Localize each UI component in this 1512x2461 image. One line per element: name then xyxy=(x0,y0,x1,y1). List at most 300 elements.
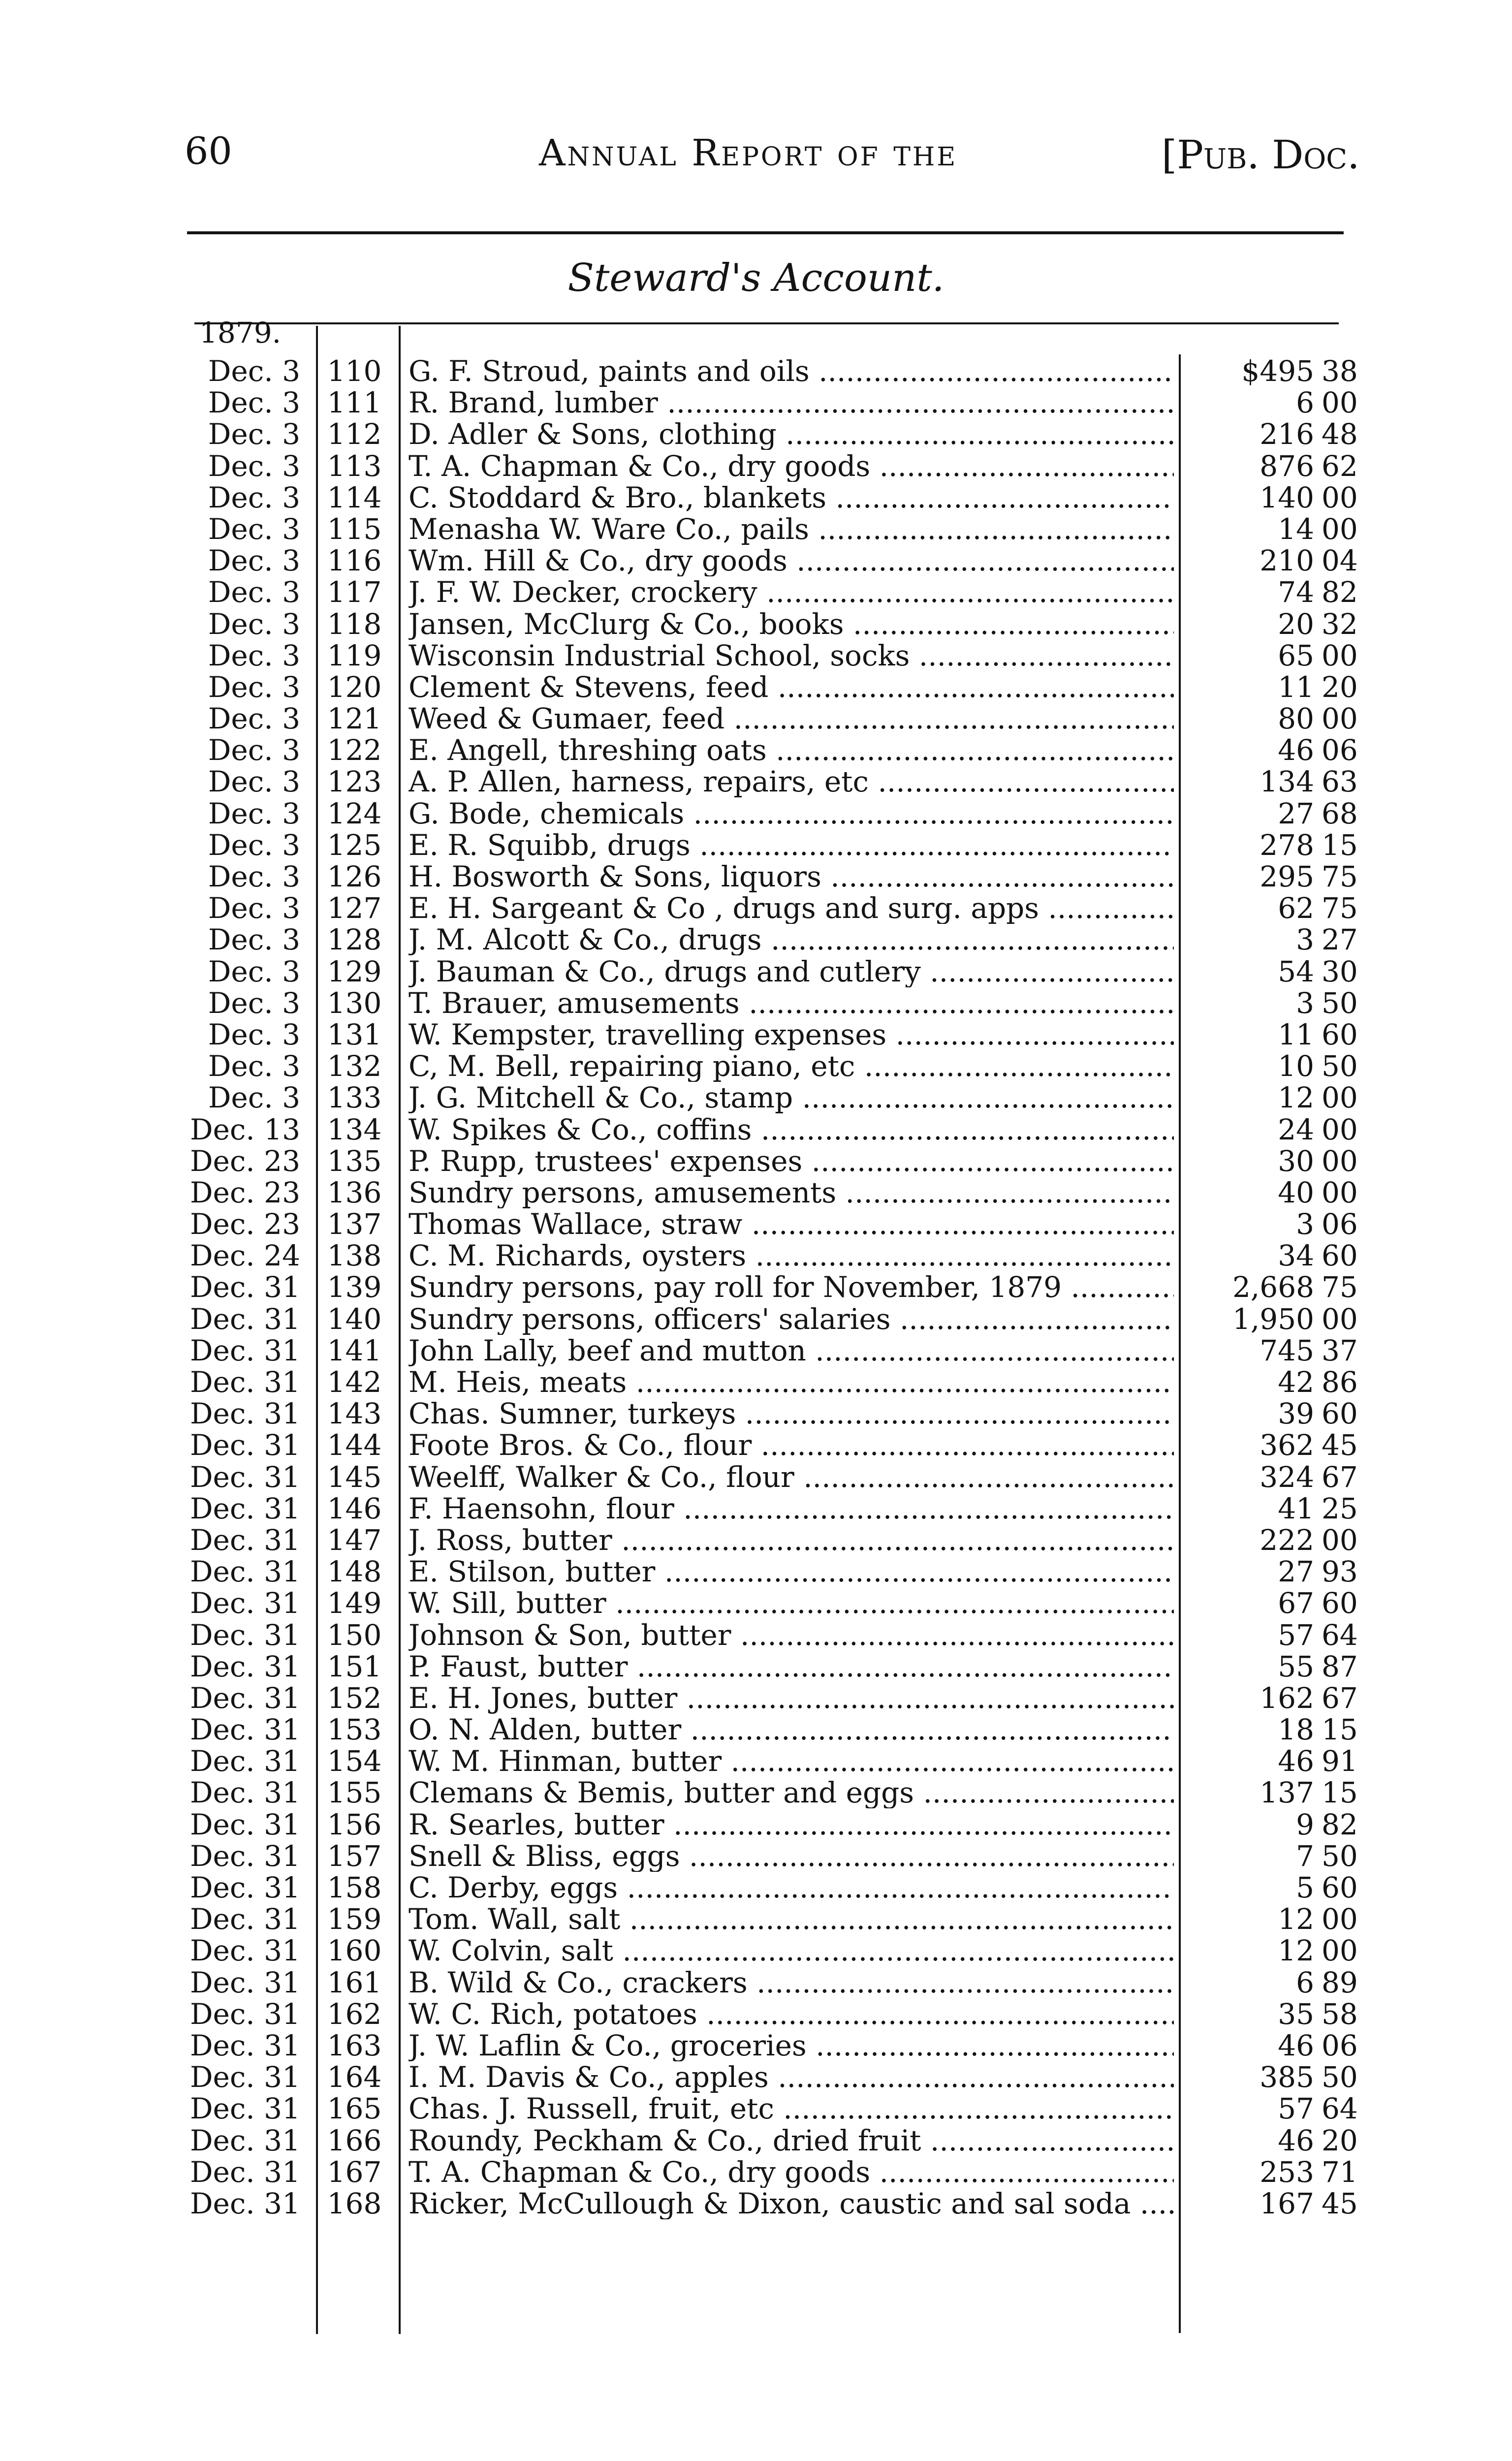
amount-cents: 45 xyxy=(1322,2186,1358,2220)
entry-description: Sundry persons, amusements ..... xyxy=(409,1177,1174,1208)
table-row xyxy=(0,1177,1512,1208)
voucher-number: 149 xyxy=(327,1586,382,1620)
entry-description: Roundy, Peckham & Co., dried fruit ..... xyxy=(409,2125,1174,2156)
entry-description: R. Searles, butter ..... xyxy=(409,1809,1174,1840)
table-row xyxy=(0,1019,1512,1050)
amount-dollars: 27 xyxy=(1278,796,1314,830)
table-row xyxy=(0,703,1512,734)
entry-description: D. Adler & Sons, clothing ..... xyxy=(409,418,1174,450)
amount-cents: 60 xyxy=(1322,1871,1358,1904)
entry-description: J. G. Mitchell & Co., stamp ..... xyxy=(409,1082,1174,1113)
table-row xyxy=(0,1303,1512,1335)
amount-dollars: 3 xyxy=(1296,1207,1314,1241)
voucher-number: 151 xyxy=(327,1649,382,1683)
amount-cents: 67 xyxy=(1322,1460,1358,1494)
amount-cents: 62 xyxy=(1322,449,1358,483)
table-row xyxy=(0,1114,1512,1145)
entry-date: Dec. 31 xyxy=(190,1807,300,1841)
entry-description: Sundry persons, pay roll for November, 1879 ..... xyxy=(409,1271,1174,1303)
table-row xyxy=(0,1682,1512,1714)
table-row xyxy=(0,482,1512,513)
entry-date: Dec. 31 xyxy=(190,1681,300,1715)
entry-date: Dec. 31 xyxy=(190,1776,300,1810)
entry-date: Dec. 23 xyxy=(190,1207,300,1241)
amount-dollars: 295 xyxy=(1260,860,1314,893)
voucher-number: 138 xyxy=(327,1239,382,1273)
amount-dollars: 162 xyxy=(1260,1681,1314,1715)
entry-description: B. Wild & Co., crackers ..... xyxy=(409,1967,1174,1998)
header-rule xyxy=(187,231,1344,234)
entry-date: Dec. 3 xyxy=(208,796,300,830)
voucher-number: 122 xyxy=(327,733,382,767)
table-row xyxy=(0,1935,1512,1966)
voucher-number: 133 xyxy=(327,1081,382,1115)
amount-cents: 67 xyxy=(1322,1681,1358,1715)
table-row xyxy=(0,798,1512,829)
entry-date: Dec. 31 xyxy=(190,1839,300,1873)
amount-dollars: 67 xyxy=(1278,1586,1314,1620)
entry-description: G. Bode, chemicals ..... xyxy=(409,798,1174,829)
entry-description: Thomas Wallace, straw ..... xyxy=(409,1208,1174,1240)
amount-dollars: 10 xyxy=(1278,1049,1314,1083)
table-row xyxy=(0,1335,1512,1366)
entry-date: Dec. 31 xyxy=(190,1713,300,1747)
amount-dollars: 12 xyxy=(1278,1081,1314,1115)
section-title: Steward's Account. xyxy=(567,256,945,300)
amount-cents: 00 xyxy=(1322,1144,1358,1178)
table-row xyxy=(0,1840,1512,1872)
year-label: 1879. xyxy=(199,316,282,349)
voucher-number: 126 xyxy=(327,860,382,893)
amount-cents: 50 xyxy=(1322,2060,1358,2094)
amount-cents: 48 xyxy=(1322,417,1358,451)
entry-description: Wisconsin Industrial School, socks ..... xyxy=(409,640,1174,671)
entry-date: Dec. 3 xyxy=(208,1017,300,1051)
voucher-number: 150 xyxy=(327,1618,382,1652)
entry-date: Dec. 31 xyxy=(190,2092,300,2126)
table-row xyxy=(0,829,1512,861)
entry-date: Dec. 3 xyxy=(208,544,300,578)
amount-cents: 04 xyxy=(1322,544,1358,578)
entry-date: Dec. 3 xyxy=(208,923,300,957)
amount-dollars: 2,668 xyxy=(1232,1270,1314,1304)
voucher-number: 143 xyxy=(327,1397,382,1431)
voucher-number: 137 xyxy=(327,1207,382,1241)
entry-description: A. P. Allen, harness, repairs, etc ..... xyxy=(409,766,1174,797)
entry-description: J. Ross, butter ..... xyxy=(409,1524,1174,1556)
entry-description: I. M. Davis & Co., apples ..... xyxy=(409,2061,1174,2093)
amount-cents: 06 xyxy=(1322,733,1358,767)
amount-dollars: 27 xyxy=(1278,1555,1314,1589)
entry-date: Dec. 31 xyxy=(190,1365,300,1399)
entry-date: Dec. 3 xyxy=(208,986,300,1020)
table-row xyxy=(0,766,1512,797)
amount-dollars: 876 xyxy=(1260,449,1314,483)
amount-cents: 00 xyxy=(1322,1175,1358,1209)
table-row xyxy=(0,1651,1512,1682)
voucher-number: 123 xyxy=(327,765,382,799)
amount-dollars: 57 xyxy=(1278,1618,1314,1652)
voucher-number: 140 xyxy=(327,1302,382,1336)
amount-dollars: 62 xyxy=(1278,891,1314,925)
table-row xyxy=(0,418,1512,450)
amount-dollars: 385 xyxy=(1260,2060,1314,2094)
amount-cents: 64 xyxy=(1322,2092,1358,2126)
amount-cents: 25 xyxy=(1322,1491,1358,1525)
table-row xyxy=(0,1082,1512,1113)
entry-date: Dec. 31 xyxy=(190,2155,300,2189)
entry-date: Dec. 31 xyxy=(190,1965,300,1999)
entry-date: Dec. 3 xyxy=(208,607,300,641)
amount-cents: 75 xyxy=(1322,891,1358,925)
amount-dollars: 5 xyxy=(1296,1871,1314,1904)
amount-cents: 00 xyxy=(1322,480,1358,514)
entry-date: Dec. 3 xyxy=(208,575,300,609)
amount-dollars: 24 xyxy=(1278,1112,1314,1146)
voucher-number: 161 xyxy=(327,1965,382,1999)
amount-cents: 32 xyxy=(1322,607,1358,641)
amount-dollars: 9 xyxy=(1296,1807,1314,1841)
entry-date: Dec. 13 xyxy=(190,1112,300,1146)
entry-description: Clement & Stevens, feed ..... xyxy=(409,671,1174,703)
entry-description: J. F. W. Decker, crockery ..... xyxy=(409,576,1174,608)
entry-date: Dec. 23 xyxy=(190,1144,300,1178)
voucher-number: 115 xyxy=(327,512,382,546)
entry-description: P. Faust, butter ..... xyxy=(409,1651,1174,1682)
amount-cents: 06 xyxy=(1322,1207,1358,1241)
entry-description: Tom. Wall, salt ..... xyxy=(409,1903,1174,1935)
voucher-number: 145 xyxy=(327,1460,382,1494)
entry-description: O. N. Alden, butter ..... xyxy=(409,1714,1174,1745)
voucher-number: 120 xyxy=(327,670,382,704)
amount-dollars: 80 xyxy=(1278,702,1314,736)
table-row xyxy=(0,1587,1512,1619)
table-head-rule xyxy=(194,322,1339,324)
amount-dollars: 20 xyxy=(1278,607,1314,641)
entry-description: Sundry persons, officers' salaries ..... xyxy=(409,1303,1174,1335)
entry-description: G. F. Stroud, paints and oils ..... xyxy=(409,355,1174,387)
table-row xyxy=(0,1429,1512,1461)
ledger-table xyxy=(0,355,1512,2219)
table-row xyxy=(0,513,1512,545)
entry-description: Foote Bros. & Co., flour ..... xyxy=(409,1429,1174,1461)
table-row xyxy=(0,892,1512,924)
table-row xyxy=(0,608,1512,640)
entry-description: M. Heis, meats ..... xyxy=(409,1366,1174,1398)
voucher-number: 111 xyxy=(327,386,382,420)
entry-date: Dec. 3 xyxy=(208,828,300,862)
voucher-number: 146 xyxy=(327,1491,382,1525)
table-row xyxy=(0,987,1512,1019)
amount-cents: 82 xyxy=(1322,1807,1358,1841)
running-title: Annual Report of the xyxy=(539,132,958,174)
entry-description: Weed & Gumaer, feed ..... xyxy=(409,703,1174,734)
amount-cents: 00 xyxy=(1322,1902,1358,1936)
entry-description: C. Derby, eggs ..... xyxy=(409,1872,1174,1903)
amount-dollars: 6 xyxy=(1296,1965,1314,1999)
voucher-number: 160 xyxy=(327,1934,382,1968)
voucher-number: 155 xyxy=(327,1776,382,1810)
amount-dollars: 3 xyxy=(1296,923,1314,957)
voucher-number: 165 xyxy=(327,2092,382,2126)
amount-cents: 15 xyxy=(1322,828,1358,862)
amount-cents: 91 xyxy=(1322,1744,1358,1778)
voucher-number: 128 xyxy=(327,923,382,957)
amount-dollars: 14 xyxy=(1278,512,1314,546)
table-row xyxy=(0,1050,1512,1082)
entry-description: Clemans & Bemis, butter and eggs ..... xyxy=(409,1777,1174,1808)
entry-date: Dec. 3 xyxy=(208,386,300,420)
entry-date: Dec. 3 xyxy=(208,891,300,925)
amount-cents: 00 xyxy=(1322,386,1358,420)
amount-dollars: 12 xyxy=(1278,1934,1314,1968)
amount-cents: 93 xyxy=(1322,1555,1358,1589)
voucher-number: 114 xyxy=(327,480,382,514)
table-row xyxy=(0,1903,1512,1935)
entry-date: Dec. 31 xyxy=(190,1586,300,1620)
entry-description: H. Bosworth & Sons, liquors ..... xyxy=(409,861,1174,892)
table-row xyxy=(0,2156,1512,2188)
voucher-number: 152 xyxy=(327,1681,382,1715)
entry-date: Dec. 31 xyxy=(190,1871,300,1904)
amount-dollars: 167 xyxy=(1260,2186,1314,2220)
entry-description: F. Haensohn, flour ..... xyxy=(409,1493,1174,1524)
voucher-number: 135 xyxy=(327,1144,382,1178)
amount-dollars: 1,950 xyxy=(1232,1302,1314,1336)
amount-cents: 37 xyxy=(1322,1333,1358,1367)
entry-description: E. R. Squibb, drugs ..... xyxy=(409,829,1174,861)
table-row xyxy=(0,1777,1512,1808)
entry-description: E. Stilson, butter ..... xyxy=(409,1556,1174,1587)
amount-dollars: 18 xyxy=(1278,1713,1314,1747)
table-row xyxy=(0,671,1512,703)
amount-dollars: 46 xyxy=(1278,733,1314,767)
amount-cents: 50 xyxy=(1322,1049,1358,1083)
entry-date: Dec. 3 xyxy=(208,702,300,736)
amount-dollars: 6 xyxy=(1296,386,1314,420)
entry-description: J. M. Alcott & Co., drugs ..... xyxy=(409,924,1174,955)
amount-dollars: 40 xyxy=(1278,1175,1314,1209)
entry-description: C. M. Richards, oysters ..... xyxy=(409,1240,1174,1271)
amount-cents: 00 xyxy=(1322,702,1358,736)
voucher-number: 117 xyxy=(327,575,382,609)
amount-cents: 00 xyxy=(1322,1934,1358,1968)
table-row xyxy=(0,545,1512,576)
amount-dollars: 745 xyxy=(1260,1333,1314,1367)
voucher-number: 148 xyxy=(327,1555,382,1589)
voucher-number: 112 xyxy=(327,417,382,451)
voucher-number: 163 xyxy=(327,2028,382,2062)
entry-date: Dec. 3 xyxy=(208,733,300,767)
entry-description: Menasha W. Ware Co., pails ..... xyxy=(409,513,1174,545)
table-row xyxy=(0,576,1512,608)
table-row xyxy=(0,1745,1512,1777)
table-row xyxy=(0,2061,1512,2093)
amount-dollars: 57 xyxy=(1278,2092,1314,2126)
entry-date: Dec. 31 xyxy=(190,1618,300,1652)
amount-dollars: 324 xyxy=(1260,1460,1314,1494)
amount-dollars: 278 xyxy=(1260,828,1314,862)
voucher-number: 162 xyxy=(327,1997,382,2031)
amount-dollars: 34 xyxy=(1278,1239,1314,1273)
table-row xyxy=(0,1145,1512,1177)
amount-dollars: 42 xyxy=(1278,1365,1314,1399)
amount-cents: 60 xyxy=(1322,1017,1358,1051)
voucher-number: 158 xyxy=(327,1871,382,1904)
amount-dollars: 65 xyxy=(1278,638,1314,672)
voucher-number: 124 xyxy=(327,796,382,830)
amount-cents: 60 xyxy=(1322,1586,1358,1620)
voucher-number: 139 xyxy=(327,1270,382,1304)
amount-dollars: 46 xyxy=(1278,2123,1314,2157)
amount-cents: 30 xyxy=(1322,954,1358,988)
amount-cents: 00 xyxy=(1322,512,1358,546)
entry-date: Dec. 31 xyxy=(190,1934,300,1968)
entry-description: W. Colvin, salt ..... xyxy=(409,1935,1174,1966)
entry-description: W. C. Rich, potatoes ..... xyxy=(409,1998,1174,2030)
entry-date: Dec. 3 xyxy=(208,670,300,704)
table-row xyxy=(0,1271,1512,1303)
voucher-number: 132 xyxy=(327,1049,382,1083)
amount-cents: 64 xyxy=(1322,1618,1358,1652)
voucher-number: 154 xyxy=(327,1744,382,1778)
voucher-number: 159 xyxy=(327,1902,382,1936)
entry-date: Dec. 31 xyxy=(190,1302,300,1336)
amount-dollars: 216 xyxy=(1260,417,1314,451)
table-row xyxy=(0,450,1512,482)
table-row xyxy=(0,2125,1512,2156)
amount-dollars: 39 xyxy=(1278,1397,1314,1431)
table-row xyxy=(0,1398,1512,1429)
amount-dollars: 74 xyxy=(1278,575,1314,609)
voucher-number: 164 xyxy=(327,2060,382,2094)
voucher-number: 166 xyxy=(327,2123,382,2157)
entry-date: Dec. 3 xyxy=(208,1081,300,1115)
entry-date: Dec. 3 xyxy=(208,1049,300,1083)
entry-description: Snell & Bliss, eggs ..... xyxy=(409,1840,1174,1872)
entry-description: Weelff, Walker & Co., flour ..... xyxy=(409,1461,1174,1493)
entry-date: Dec. 31 xyxy=(190,2186,300,2220)
table-row xyxy=(0,2188,1512,2219)
amount-dollars: 30 xyxy=(1278,1144,1314,1178)
amount-dollars: 253 xyxy=(1260,2155,1314,2189)
amount-cents: 58 xyxy=(1322,1997,1358,2031)
voucher-number: 125 xyxy=(327,828,382,862)
amount-cents: 00 xyxy=(1322,1081,1358,1115)
entry-description: J. Bauman & Co., drugs and cutlery ..... xyxy=(409,956,1174,987)
page-number: 60 xyxy=(185,129,232,173)
amount-dollars: 54 xyxy=(1278,954,1314,988)
table-row xyxy=(0,924,1512,955)
amount-cents: 75 xyxy=(1322,860,1358,893)
voucher-number: 119 xyxy=(327,638,382,672)
entry-date: Dec. 31 xyxy=(190,1555,300,1589)
table-row xyxy=(0,2093,1512,2124)
voucher-number: 113 xyxy=(327,449,382,483)
entry-date: Dec. 31 xyxy=(190,1270,300,1304)
entry-date: Dec. 3 xyxy=(208,954,300,988)
voucher-number: 129 xyxy=(327,954,382,988)
amount-dollars: 210 xyxy=(1260,544,1314,578)
entry-date: Dec. 3 xyxy=(208,638,300,672)
voucher-number: 136 xyxy=(327,1175,382,1209)
amount-dollars: $495 xyxy=(1241,354,1314,388)
amount-cents: 00 xyxy=(1322,1112,1358,1146)
amount-dollars: 46 xyxy=(1278,2028,1314,2062)
entry-date: Dec. 31 xyxy=(190,1397,300,1431)
entry-date: Dec. 31 xyxy=(190,2028,300,2062)
voucher-number: 142 xyxy=(327,1365,382,1399)
entry-date: Dec. 3 xyxy=(208,449,300,483)
entry-date: Dec. 31 xyxy=(190,2123,300,2157)
entry-description: E. H. Jones, butter ..... xyxy=(409,1682,1174,1714)
entry-date: Dec. 31 xyxy=(190,1902,300,1936)
voucher-number: 147 xyxy=(327,1523,382,1557)
amount-dollars: 362 xyxy=(1260,1428,1314,1462)
voucher-number: 153 xyxy=(327,1713,382,1747)
voucher-number: 141 xyxy=(327,1333,382,1367)
table-row xyxy=(0,1208,1512,1240)
amount-cents: 75 xyxy=(1322,1270,1358,1304)
amount-cents: 20 xyxy=(1322,2123,1358,2157)
entry-date: Dec. 3 xyxy=(208,354,300,388)
table-row xyxy=(0,1998,1512,2030)
table-row xyxy=(0,1967,1512,1998)
entry-description: T. Brauer, amusements ..... xyxy=(409,987,1174,1019)
voucher-number: 157 xyxy=(327,1839,382,1873)
amount-cents: 89 xyxy=(1322,1965,1358,1999)
voucher-number: 127 xyxy=(327,891,382,925)
amount-cents: 60 xyxy=(1322,1239,1358,1273)
voucher-number: 130 xyxy=(327,986,382,1020)
amount-cents: 50 xyxy=(1322,1839,1358,1873)
entry-description: Chas. Sumner, turkeys ..... xyxy=(409,1398,1174,1429)
amount-dollars: 137 xyxy=(1260,1776,1314,1810)
entry-description: W. M. Hinman, butter ..... xyxy=(409,1745,1174,1777)
entry-date: Dec. 3 xyxy=(208,860,300,893)
amount-cents: 00 xyxy=(1322,1302,1358,1336)
entry-date: Dec. 24 xyxy=(190,1239,300,1273)
amount-dollars: 41 xyxy=(1278,1491,1314,1525)
table-row xyxy=(0,1872,1512,1903)
amount-cents: 38 xyxy=(1322,354,1358,388)
voucher-number: 131 xyxy=(327,1017,382,1051)
amount-cents: 86 xyxy=(1322,1365,1358,1399)
amount-dollars: 12 xyxy=(1278,1902,1314,1936)
voucher-number: 134 xyxy=(327,1112,382,1146)
table-row xyxy=(0,640,1512,671)
table-row xyxy=(0,1524,1512,1556)
amount-dollars: 3 xyxy=(1296,986,1314,1020)
table-row xyxy=(0,734,1512,766)
voucher-number: 167 xyxy=(327,2155,382,2189)
amount-dollars: 55 xyxy=(1278,1649,1314,1683)
amount-dollars: 140 xyxy=(1260,480,1314,514)
voucher-number: 110 xyxy=(327,354,382,388)
amount-cents: 87 xyxy=(1322,1649,1358,1683)
amount-cents: 20 xyxy=(1322,670,1358,704)
entry-date: Dec. 3 xyxy=(208,765,300,799)
entry-date: Dec. 31 xyxy=(190,1333,300,1367)
entry-date: Dec. 31 xyxy=(190,1428,300,1462)
amount-cents: 15 xyxy=(1322,1713,1358,1747)
amount-cents: 15 xyxy=(1322,1776,1358,1810)
voucher-number: 156 xyxy=(327,1807,382,1841)
amount-cents: 68 xyxy=(1322,796,1358,830)
table-row xyxy=(0,1714,1512,1745)
voucher-number: 144 xyxy=(327,1428,382,1462)
table-row xyxy=(0,1556,1512,1587)
